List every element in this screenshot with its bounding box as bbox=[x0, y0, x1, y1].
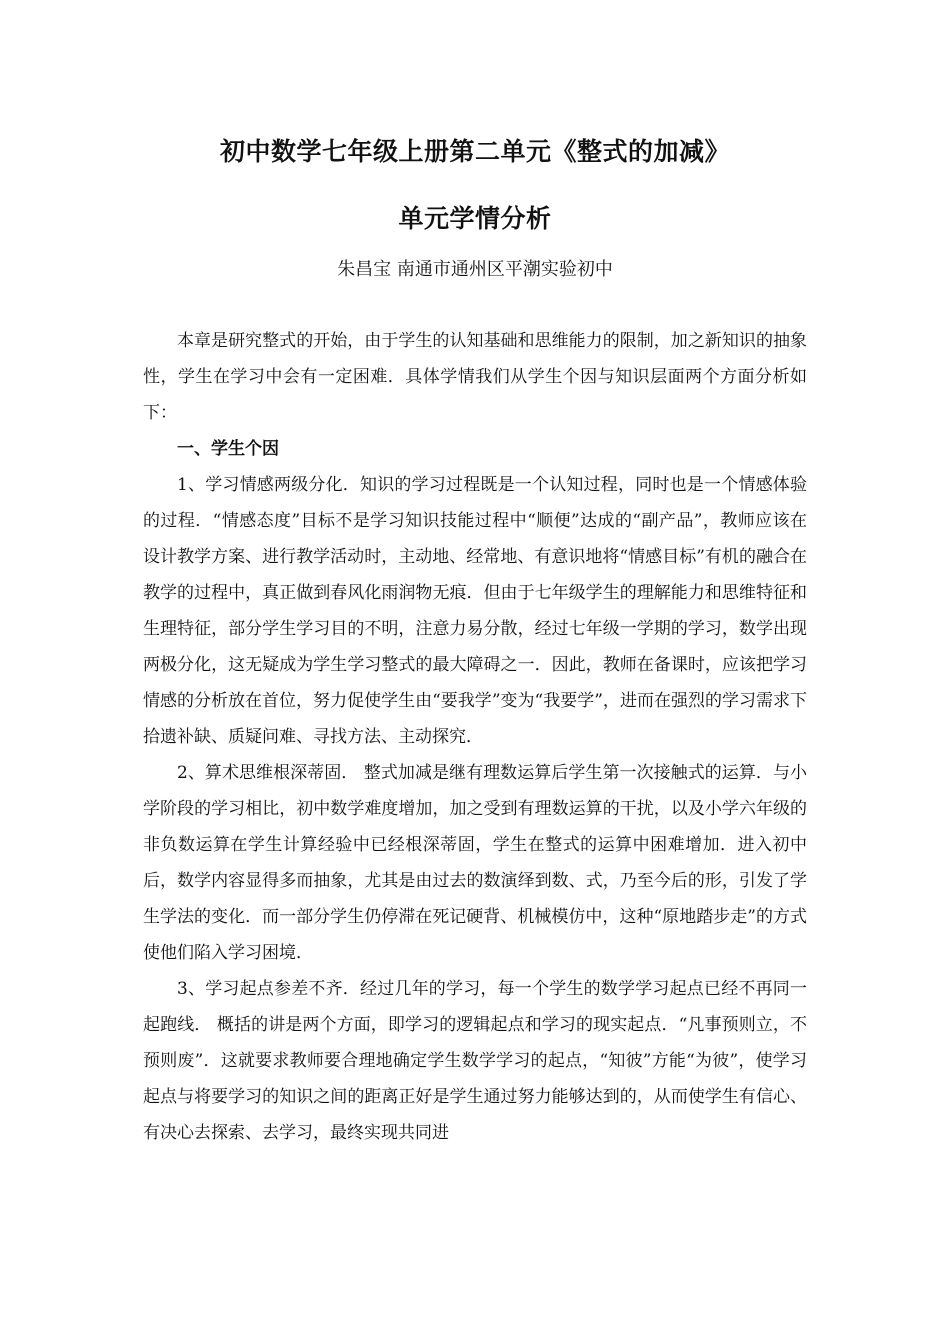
document-title-line2: 单元学情分析 bbox=[398, 204, 552, 233]
document-body bbox=[143, 323, 807, 1151]
paragraph-2-arithmetic-thinking: 2、算术思维根深蒂固． 整式加减是继有理数运算后学生第一次接触式的运算．与小学阶段的学习相比，初中数学难度增加，加之受到有理数运算的干扰，以及小学六年级的非负数运算在学生计算经验中已经根深蒂固，学生在整式的运算中困难增加．进入初中后，数学内容显得多而抽象，尤其是由过去的数演绎到数、式，乃至今后的形，引发了学生学法的变化．而一部分学生仍停滞在死记硬背、机械模仿中，这种“原地踏步走”的方式使他们陷入学习困境． bbox=[143, 763, 807, 963]
paragraph-3-learning-starting-point: 3、学习起点参差不齐．经过几年的学习，每一个学生的数学学习起点已经不再同一起跑线． 概括的讲是两个方面，即学习的逻辑起点和学习的现实起点．“凡事预则立，不预则废”．这就要求教师要合理地确定学生数学学习的起点，“知彼”方能“为彼”，使学习起点与将要学习的知识之间的距离正好是学生通过努力能够达到的，从而使学生有信心、有决心去探索、去学习，最终实现共同进 bbox=[143, 979, 807, 1143]
section-heading-student-factors: 一、学生个因 bbox=[177, 439, 279, 459]
author-line: 朱昌宝 南通市通州区平潮实验初中 bbox=[337, 259, 613, 280]
intro-paragraph: 本章是研究整式的开始，由于学生的认知基础和思维能力的限制，加之新知识的抽象性，学生在学习中会有一定困难．具体学情我们从学生个因与知识层面两个方面分析如下： bbox=[143, 331, 807, 423]
paragraph-1-learning-emotion: 1、学习情感两级分化．知识的学习过程既是一个认知过程，同时也是一个情感体验的过程．“情感态度”目标不是学习知识技能过程中“顺便”达成的“副产品”，教师应该在设计教学方案、进行教学活动时，主动地、经常地、有意识地将“情感目标”有机的融合在教学的过程中，真正做到春风化雨润物无痕．但由于七年级学生的理解能力和思维特征和生理特征，部分学生学习目的不明，注意力易分散，经过七年级一学期的学习，数学出现两极分化，这无疑成为学生学习整式的最大障碍之一．因此，教师在备课时，应该把学习情感的分析放在首位，努力促使学生由“要我学”变为“我要学”，进而在强烈的学习需求下拾遗补缺、质疑问难、寻找方法、主动探究． bbox=[143, 475, 807, 747]
document-title-line1: 初中数学七年级上册第二单元《整式的加减》 bbox=[219, 137, 730, 166]
